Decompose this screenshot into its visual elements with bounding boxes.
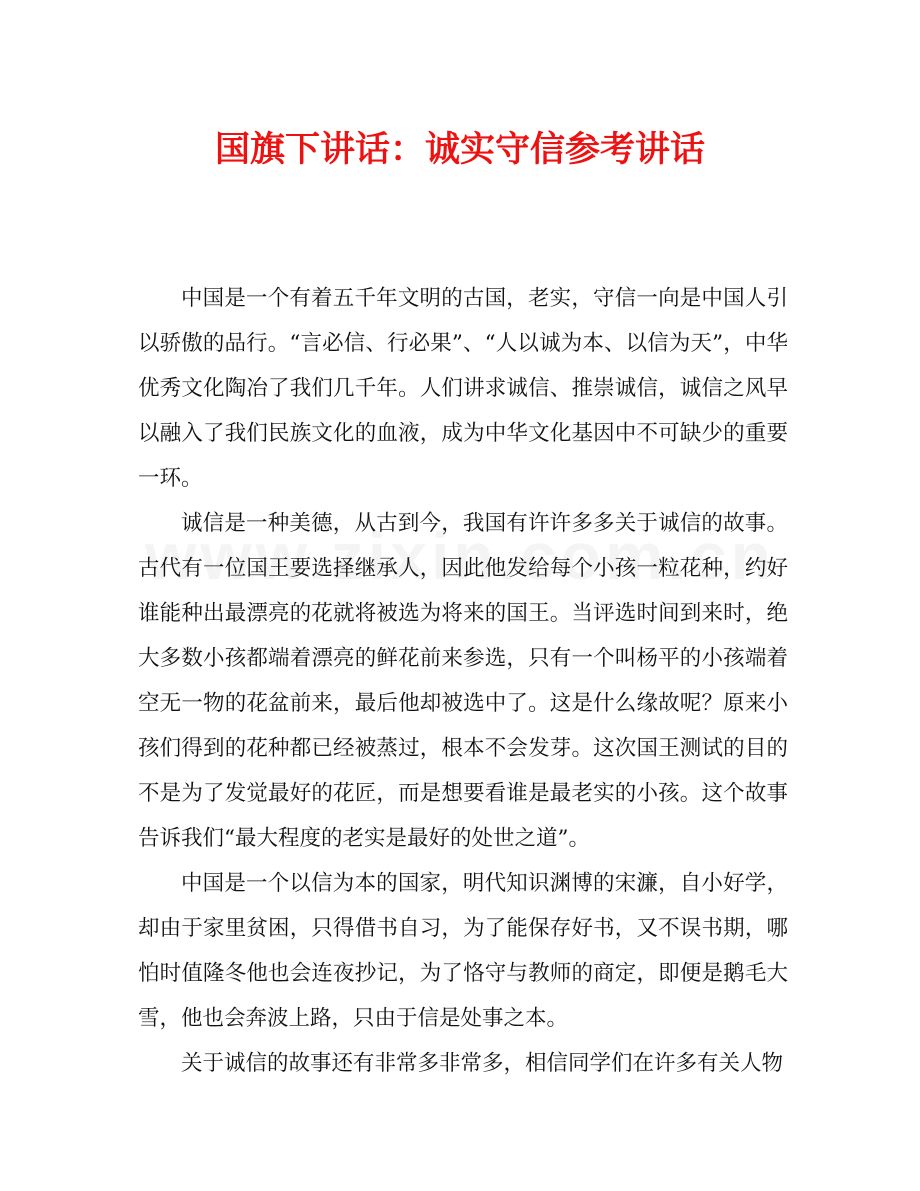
paragraph-4: 关于诚信的故事还有非常多非常多，相信同学们在许多有关人物 xyxy=(181,1051,784,1076)
page-title: 国旗下讲话：诚实守信参考讲话 xyxy=(214,130,705,170)
paragraph-3: 中国是一个以信为本的国家，明代知识渊博的宋濂，自小好学，却由于家里贫困，只得借书自习，为了能保存好书，又不误书期，哪怕时值隆冬他也会连夜抄记，为了恪守与教师的商定，即便是鹅毛大雪，他也会奔波上路，只由于信是处事之本。 xyxy=(138,871,788,1031)
document-body xyxy=(138,276,788,1086)
paragraph-1: 中国是一个有着五千年文明的古国，老实，守信一向是中国人引以骄傲的品行。“言必信、行必果”、“人以诚为本、以信为天”，中华优秀文化陶冶了我们几千年。人们讲求诚信、推崇诚信，诚信之风早以融入了我们民族文化的血液，成为中华文化基因中不可缺少的重要一环。 xyxy=(138,286,788,491)
paragraph-2: 诚信是一种美德，从古到今，我国有许许多多关于诚信的故事。古代有一位国王要选择继承人，因此他发给每个小孩一粒花种，约好谁能种出最漂亮的花就将被选为将来的国王。当评选时间到来时，绝大多数小孩都端着漂亮的鲜花前来参选，只有一个叫杨平的小孩端着空无一物的花盆前来，最后他却被选中了。这是什么缘故呢？原来小孩们得到的花种都已经被蒸过，根本不会发芽。这次国王测试的目的不是为了发觉最好的花匠，而是想要看谁是最老实的小孩。这个故事告诉我们“最大程度的老实是最好的处世之道”。 xyxy=(138,511,788,851)
